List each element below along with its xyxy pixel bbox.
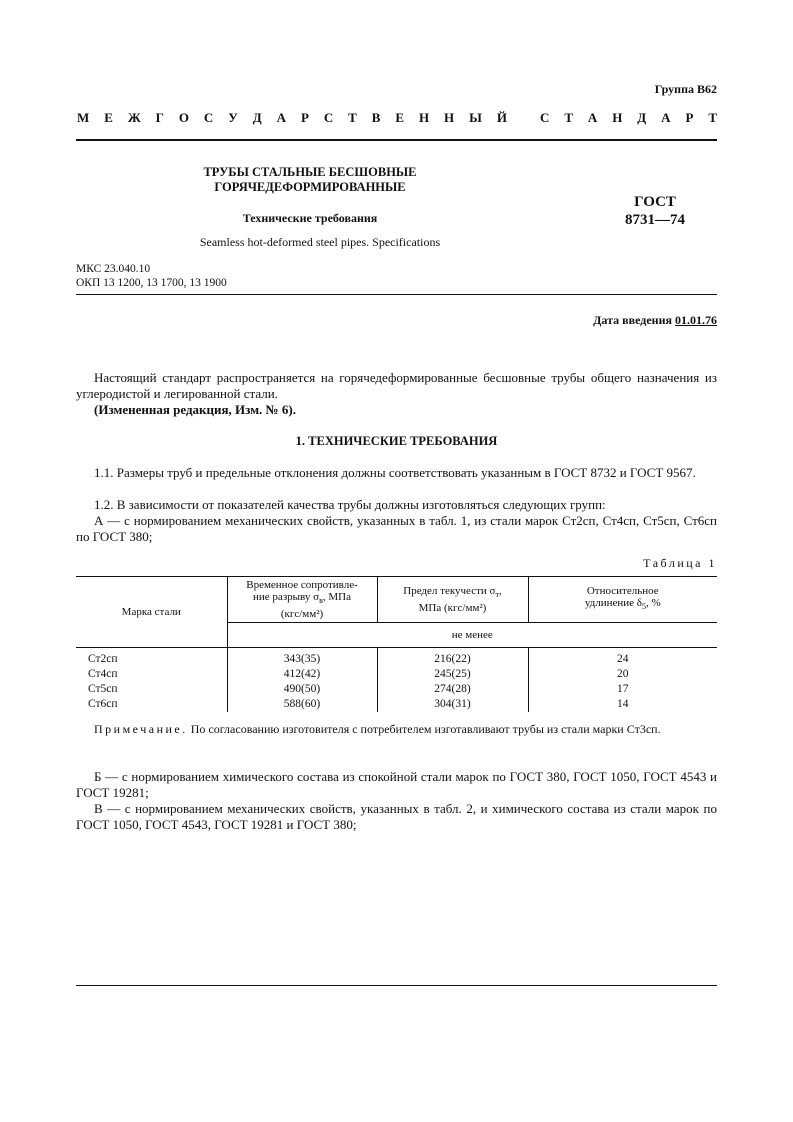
cell-tensile-strength: 588(60) (227, 697, 377, 712)
table-row (76, 682, 717, 697)
cell-tensile-strength: 490(50) (227, 682, 377, 697)
header-yield-strength (377, 577, 528, 623)
mks-code: МКС 23.040.10 (76, 263, 151, 275)
cell-steel-grade: Ст6сп (88, 698, 118, 710)
edition-note: (Измененная редакция, Изм. № 6). (94, 402, 296, 417)
clause-1-2: 1.2. В зависимости от показателей качества трубы должны изготовляться следующих групп: (94, 497, 606, 512)
title-line-2: ГОРЯЧЕДЕФОРМИРОВАННЫЕ (214, 180, 406, 194)
group-b-paragraph: Б — с нормированием химического состава из спокойной стали марок по ГОСТ 380, ГОСТ 1050, ГОСТ 4543 и ГОСТ 19281; (76, 769, 717, 800)
date-label: Дата введения (593, 313, 672, 327)
table-row (76, 697, 717, 712)
cell-steel-grade: Ст4сп (88, 668, 118, 680)
header-tensile-strength (227, 577, 377, 623)
table-row (76, 648, 717, 668)
header-elongation-unit: , % (645, 597, 661, 610)
gost-number: 8731—74 (625, 212, 685, 228)
cell-elongation: 17 (528, 682, 717, 697)
codes-rule (76, 294, 717, 295)
header-elongation-line2 (529, 597, 718, 613)
header-tensile-sub: в (319, 596, 323, 606)
banner-word-interstate: М Е Ж Г О С У Д А Р С Т В Е Н Н Ы Й (77, 110, 507, 125)
header-yield-line2: МПа (кгс/мм²) (418, 601, 487, 614)
document-title-block (150, 165, 470, 226)
header-minimum-text: не менее (451, 629, 493, 641)
english-title: Seamless hot-deformed steel pipes. Specifications (199, 235, 441, 249)
gost-number-block (590, 193, 720, 229)
cell-elongation: 20 (528, 667, 717, 682)
header-yield-line1 (378, 585, 528, 601)
classification-codes (76, 262, 227, 290)
clause-1-1: 1.1. Размеры труб и предельные отклонения должны соответствовать указанным в ГОСТ 8732 и ГОСТ 9567. (94, 465, 696, 480)
header-tensile-line2 (228, 591, 377, 607)
table-row (76, 667, 717, 682)
group-v-paragraph: В — с нормированием механических свойств, указанных в табл. 2, и химического состава из стали марок по ГОСТ 1050, ГОСТ 4543, ГОСТ 19281 и ГОСТ 380; (76, 801, 717, 832)
header-steel-grade-text: Марка стали (121, 606, 181, 618)
document-subtitle: Технические требования (242, 211, 378, 225)
header-steel-grade (76, 577, 227, 648)
header-elongation-delta: удлинение δ (584, 597, 642, 610)
section-heading: 1. ТЕХНИЧЕСКИЕ ТРЕБОВАНИЯ (295, 434, 498, 448)
banner-word-standard: С Т А Н Д А Р Т (540, 110, 717, 125)
mechanical-properties-table (76, 576, 717, 712)
table-caption: Таблица 1 (643, 556, 717, 570)
note-label: Примечание. (94, 722, 188, 736)
header-rule (76, 139, 717, 141)
footer-rule (76, 985, 717, 986)
header-minimum (227, 623, 717, 648)
group-label: Группа В62 (654, 82, 717, 96)
header-elongation (528, 577, 717, 623)
okp-code: ОКП 13 1200, 13 1700, 13 1900 (76, 277, 227, 289)
intro-paragraph: Настоящий стандарт распространяется на горячедеформированные бесшовные трубы общего назначения из углеродистой и легированной стали. (76, 370, 717, 401)
cell-elongation: 24 (528, 648, 717, 668)
date-value: 01.01.76 (675, 313, 717, 327)
cell-tensile-strength: 412(42) (227, 667, 377, 682)
cell-yield-strength: 274(28) (377, 682, 528, 697)
header-tensile-line1: Временное сопротивле- (246, 579, 358, 592)
header-tensile-line3: (кгс/мм²) (280, 607, 324, 620)
cell-yield-strength: 304(31) (377, 697, 528, 712)
introduction-date (593, 313, 717, 328)
cell-steel-grade: Ст5сп (88, 683, 118, 695)
title-line-1: ТРУБЫ СТАЛЬНЫЕ БЕСШОВНЫЕ (203, 165, 417, 179)
header-yield-sub: т (495, 590, 499, 600)
cell-steel-grade: Ст2сп (88, 653, 118, 665)
header-yield-comma: , (498, 585, 502, 598)
header-yield-sigma: Предел текучести σ (403, 585, 496, 598)
group-a-paragraph: А — с нормированием механических свойств, указанных в табл. 1, из стали марок Ст2сп, Ст4сп, Ст5сп, Ст6сп по ГОСТ 380; (76, 513, 717, 544)
standard-banner (77, 110, 717, 126)
header-elongation-line1: Относительное (586, 585, 659, 598)
table-note (76, 721, 717, 737)
cell-elongation: 14 (528, 697, 717, 712)
note-text: По согласованию изготовителя с потребителем изготавливают трубы из стали марки Ст3сп. (190, 722, 661, 736)
cell-yield-strength: 216(22) (377, 648, 528, 668)
cell-tensile-strength: 343(35) (227, 648, 377, 668)
cell-yield-strength: 245(25) (377, 667, 528, 682)
header-tensile-sigma: ние разрыву σ (253, 591, 320, 604)
header-elongation-sub: 5 (641, 602, 646, 612)
header-tensile-unit: , МПа (322, 591, 351, 604)
gost-label: ГОСТ (634, 194, 676, 210)
